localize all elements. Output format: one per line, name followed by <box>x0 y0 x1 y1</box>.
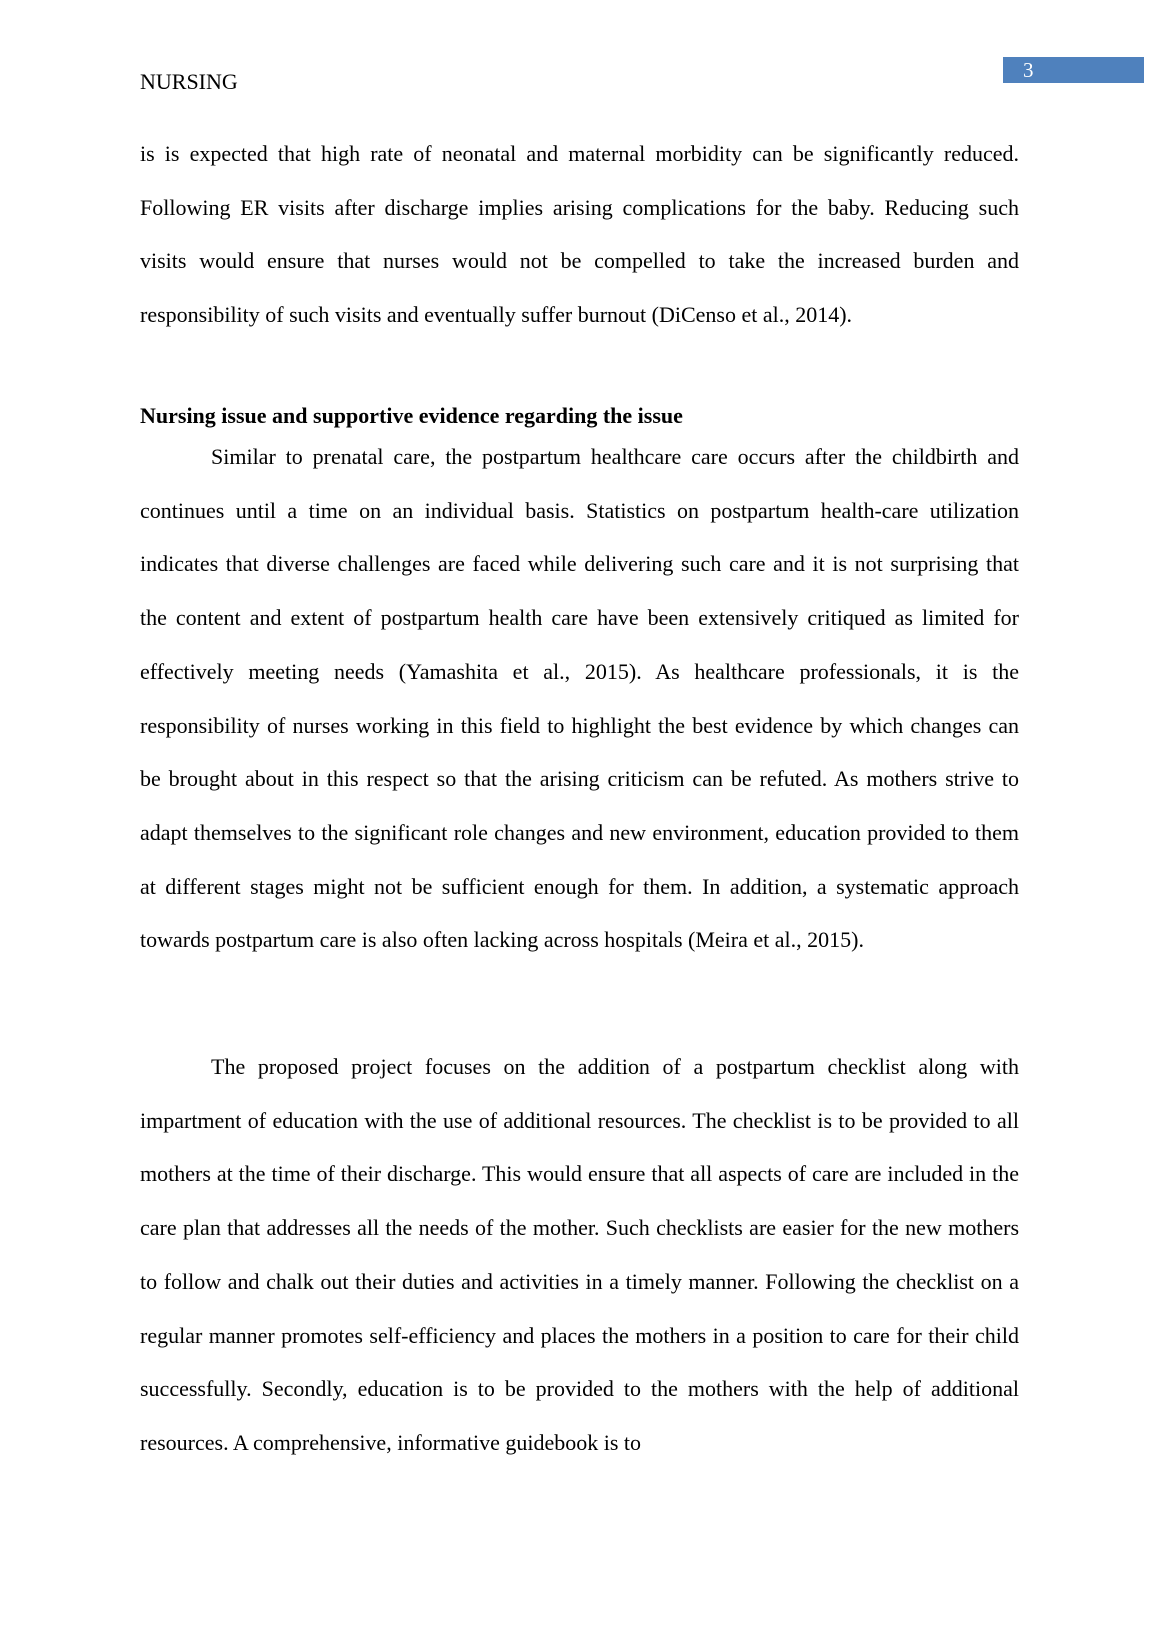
running-head: NURSING <box>140 69 238 94</box>
body-paragraph-1: is is expected that high rate of neonatal and maternal morbidity can be significantly reduced. Following ER visits after discharge implies arising complications for the baby. Reducing such visits would ensure that nurses would not be compelled to take the increased burden and responsibility of such visits and eventually suffer burnout (DiCenso et al., 2014). <box>140 141 1019 328</box>
section-heading: Nursing issue and supportive evidence regarding the issue <box>140 403 683 428</box>
page-number: 3 <box>1023 58 1034 82</box>
page-number-bar <box>1003 57 1144 83</box>
body-paragraph-2: Similar to prenatal care, the postpartum healthcare care occurs after the childbirth and continues until a time on an individual basis. Statistics on postpartum health-care utilization indicates that diverse challenges are faced while delivering such care and it is not surprising that the content and extent of postpartum health care have been extensively critiqued as limited for effectively meeting needs (Yamashita et al., 2015). As healthcare professionals, it is the responsibility of nurses working in this field to highlight the best evidence by which changes can be brought about in this respect so that the arising criticism can be refuted. As mothers strive to adapt themselves to the significant role changes and new environment, education provided to them at different stages might not be sufficient enough for them. In addition, a systematic approach towards postpartum care is also often lacking across hospitals (Meira et al., 2015). <box>140 444 1019 953</box>
body-paragraph-3: The proposed project focuses on the addition of a postpartum checklist along with impartment of education with the use of additional resources. The checklist is to be provided to all mothers at the time of their discharge. This would ensure that all aspects of care are included in the care plan that addresses all the needs of the mother. Such checklists are easier for the new mothers to follow and chalk out their duties and activities in a timely manner. Following the checklist on a regular manner promotes self-efficiency and places the mothers in a position to care for their child successfully. Secondly, education is to be provided to the mothers with the help of additional resources. A comprehensive, informative guidebook is to <box>140 1054 1019 1455</box>
